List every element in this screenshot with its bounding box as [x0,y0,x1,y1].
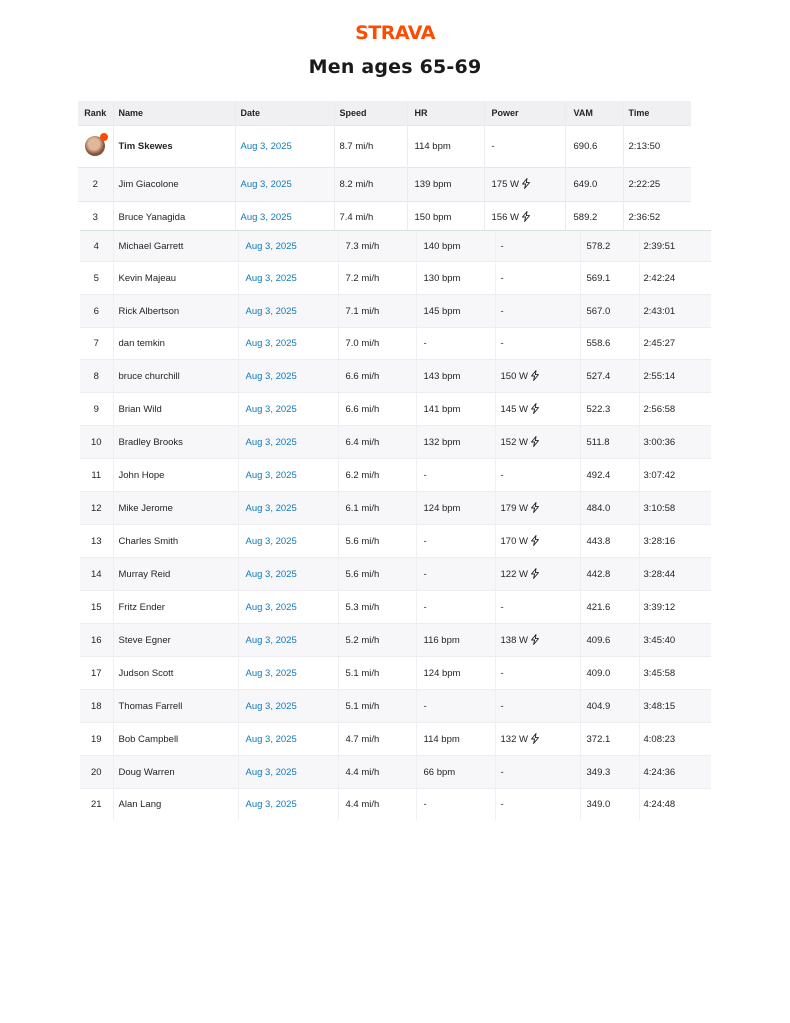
table-row [80,393,711,426]
vam-cell: 484.0 [580,492,639,525]
time-cell: 2:56:58 [639,393,711,426]
time-cell: 3:45:40 [639,624,711,657]
athlete-name[interactable]: Fritz Ender [113,591,238,624]
avatar[interactable] [85,136,105,156]
table-row [80,231,711,262]
power-value: - [500,338,504,349]
rank-cell [78,125,113,167]
power-cell [495,426,580,459]
athlete-name[interactable]: Thomas Farrell [113,690,238,723]
vam-cell: 409.6 [580,624,639,657]
speed-cell: 5.3 mi/h [338,591,416,624]
hr-cell: 114 bpm [407,125,484,167]
power-cell [495,657,580,690]
speed-cell: 7.0 mi/h [338,328,416,360]
activity-date-link[interactable]: Aug 3, 2025 [238,295,338,328]
speed-cell: 5.6 mi/h [338,558,416,591]
athlete-name[interactable]: Brian Wild [113,393,238,426]
athlete-name[interactable]: Bruce Yanagida [113,201,235,233]
lightning-bolt-icon [530,502,540,513]
power-value: 179 W [500,503,528,514]
power-value: 156 W [491,212,519,224]
date-header[interactable]: Date [235,101,334,125]
hr-cell: - [416,789,495,820]
vam-cell: 578.2 [580,231,639,262]
hr-cell: 124 bpm [416,492,495,525]
strava-logo [0,22,790,47]
athlete-name[interactable]: Steve Egner [113,624,238,657]
hr-cell: 145 bpm [416,295,495,328]
hr-header[interactable]: HR [407,101,484,125]
rank-cell: 21 [80,789,113,820]
power-value: - [500,601,504,613]
power-value: - [500,700,504,712]
rank-cell: 12 [80,492,113,525]
hr-cell: 140 bpm [416,231,495,262]
hr-cell: 116 bpm [416,624,495,657]
rank-cell: 5 [80,262,113,295]
table-row [80,723,711,756]
time-cell: 3:28:44 [639,558,711,591]
hr-cell: 124 bpm [416,657,495,690]
hr-cell: 132 bpm [416,426,495,459]
rank-cell: 9 [80,393,113,426]
time-cell: 2:22:25 [623,167,691,201]
table-row [80,492,711,525]
speed-cell: 6.6 mi/h [338,393,416,426]
athlete-name[interactable]: Tim Skewes [113,125,235,167]
vam-cell: 349.3 [580,756,639,789]
power-cell [495,756,580,789]
table-row [80,426,711,459]
power-cell [495,459,580,492]
time-cell: 2:55:14 [639,360,711,393]
power-value: 138 W [500,635,528,646]
athlete-name[interactable]: Michael Garrett [113,231,238,262]
table-row [78,167,691,201]
power-cell [495,723,580,756]
power-cell [495,262,580,295]
athlete-name[interactable]: bruce churchill [113,360,238,393]
speed-cell: 5.1 mi/h [338,657,416,690]
table-row [80,328,711,360]
hr-cell: 150 bpm [407,201,484,233]
lightning-bolt-icon [530,436,540,447]
power-cell [495,789,580,820]
speed-cell: 6.2 mi/h [338,459,416,492]
power-value: - [500,798,504,810]
power-cell [495,328,580,360]
rank-cell: 8 [80,360,113,393]
strava-logo-mark [348,22,442,42]
table-row [80,295,711,328]
activity-date-link[interactable]: Aug 3, 2025 [238,426,338,459]
athlete-name[interactable]: Bob Campbell [113,723,238,756]
vam-header[interactable]: VAM [565,101,623,125]
speed-cell: 4.4 mi/h [338,756,416,789]
time-cell: 4:08:23 [639,723,711,756]
rank-cell: 6 [80,295,113,328]
power-value: - [500,240,504,252]
power-cell [484,125,565,167]
lightning-bolt-icon [530,403,540,414]
time-header[interactable]: Time [623,101,691,125]
activity-date-link[interactable]: Aug 3, 2025 [238,558,338,591]
lightning-bolt-icon [521,178,531,189]
vam-cell: 527.4 [580,360,639,393]
vam-cell: 690.6 [565,125,623,167]
time-cell: 2:39:51 [639,231,711,262]
vam-cell: 349.0 [580,789,639,820]
speed-cell: 6.1 mi/h [338,492,416,525]
table-row [80,690,711,723]
table-row [80,262,711,295]
activity-date-link[interactable]: Aug 3, 2025 [238,492,338,525]
hr-cell: 66 bpm [416,756,495,789]
rank-header[interactable]: Rank [84,107,107,118]
rank-cell: 2 [78,167,113,201]
speed-cell: 7.2 mi/h [338,262,416,295]
athlete-name[interactable]: Kevin Majeau [113,262,238,295]
athlete-name[interactable]: Alan Lang [113,789,238,820]
time-cell: 3:28:16 [639,525,711,558]
activity-date-link[interactable]: Aug 3, 2025 [238,360,338,393]
speed-cell: 7.4 mi/h [334,201,407,233]
power-value: 150 W [500,371,528,382]
power-value: 175 W [491,179,519,190]
hr-cell: - [416,525,495,558]
activity-date-link[interactable]: Aug 3, 2025 [238,231,338,262]
athlete-name[interactable]: Charles Smith [113,525,238,558]
speed-cell: 4.4 mi/h [338,789,416,820]
rank-cell: 15 [80,591,113,624]
time-cell: 3:10:58 [639,492,711,525]
speed-cell: 7.1 mi/h [338,295,416,328]
activity-date-link[interactable]: Aug 3, 2025 [238,756,338,789]
power-cell [495,591,580,624]
hr-cell: 139 bpm [407,167,484,201]
activity-date-link[interactable]: Aug 3, 2025 [238,328,338,360]
power-value: - [500,469,504,481]
lightning-bolt-icon [530,370,540,381]
vam-cell: 569.1 [580,262,639,295]
power-value: 122 W [500,569,528,580]
table-row [80,558,711,591]
power-cell [495,393,580,426]
page-title: Men ages 65-69 [308,56,482,78]
power-cell [495,295,580,328]
leaderboard-table-bottom [80,230,711,820]
activity-date-link[interactable]: Aug 3, 2025 [238,525,338,558]
activity-date-link[interactable]: Aug 3, 2025 [238,262,338,295]
vam-cell: 522.3 [580,393,639,426]
athlete-name[interactable]: Rick Albertson [113,295,238,328]
power-value: - [500,305,504,317]
time-cell: 2:36:52 [623,201,691,233]
speed-cell: 4.7 mi/h [338,723,416,756]
vam-cell: 649.0 [565,167,623,201]
hr-cell: 130 bpm [416,262,495,295]
vam-cell: 421.6 [580,591,639,624]
lightning-bolt-icon [530,733,540,744]
badge-icon [100,133,108,141]
speed-cell: 8.2 mi/h [334,167,407,201]
athlete-name[interactable]: Bradley Brooks [113,426,238,459]
rank-cell: 10 [80,426,113,459]
time-cell: 4:24:48 [639,789,711,820]
vam-cell: 511.8 [580,426,639,459]
athlete-name[interactable]: Judson Scott [113,657,238,690]
power-cell [484,201,565,233]
power-value: 145 W [500,404,528,415]
speed-header[interactable]: Speed [334,101,407,125]
speed-cell: 6.6 mi/h [338,360,416,393]
vam-cell: 404.9 [580,690,639,723]
time-cell: 3:45:58 [639,657,711,690]
activity-date-link[interactable]: Aug 3, 2025 [238,459,338,492]
speed-cell: 6.4 mi/h [338,426,416,459]
vam-cell: 567.0 [580,295,639,328]
power-value: 170 W [500,536,528,547]
speed-cell: 5.1 mi/h [338,690,416,723]
rank-cell: 20 [80,756,113,789]
power-cell [495,690,580,723]
rank-cell: 3 [78,201,113,233]
speed-cell: 5.2 mi/h [338,624,416,657]
time-cell: 4:24:36 [639,756,711,789]
activity-date-link[interactable]: Aug 3, 2025 [238,723,338,756]
lightning-bolt-icon [530,634,540,645]
hr-cell: - [416,459,495,492]
hr-cell: - [416,690,495,723]
table-row [80,624,711,657]
table-row [80,591,711,624]
power-value: 152 W [500,437,528,448]
table-row [80,657,711,690]
name-header[interactable]: Name [113,101,235,125]
vam-cell: 372.1 [580,723,639,756]
rank-cell: 14 [80,558,113,591]
table-row [80,525,711,558]
table-header-row [78,101,691,125]
activity-date-link[interactable]: Aug 3, 2025 [238,690,338,723]
time-cell: 2:13:50 [623,125,691,167]
power-cell [484,167,565,201]
lightning-bolt-icon [521,211,531,222]
athlete-name[interactable]: Jim Giacolone [113,167,235,201]
rank-cell: 13 [80,525,113,558]
rank-cell: 18 [80,690,113,723]
hr-cell: - [416,591,495,624]
table-row [78,201,691,233]
vam-cell: 442.8 [580,558,639,591]
athlete-name[interactable]: Doug Warren [113,756,238,789]
time-cell: 3:00:36 [639,426,711,459]
power-header[interactable]: Power [484,101,565,125]
power-value: - [500,272,504,284]
athlete-name[interactable]: Mike Jerome [113,492,238,525]
lightning-bolt-icon [530,535,540,546]
rank-cell: 11 [80,459,113,492]
power-cell [495,525,580,558]
power-cell [495,492,580,525]
hr-cell: - [416,558,495,591]
vam-cell: 409.0 [580,657,639,690]
activity-date-link[interactable]: Aug 3, 2025 [238,393,338,426]
power-cell [495,360,580,393]
rank-cell: 4 [80,231,113,262]
table-row [80,789,711,820]
athlete-name[interactable]: Murray Reid [113,558,238,591]
table-row [78,125,691,167]
speed-cell: 8.7 mi/h [334,125,407,167]
activity-date-link[interactable]: Aug 3, 2025 [235,125,334,167]
activity-date-link[interactable]: Aug 3, 2025 [235,167,334,201]
activity-date-link[interactable]: Aug 3, 2025 [238,591,338,624]
power-cell [495,624,580,657]
table-row [80,459,711,492]
strava-wordmark: STRAVA [355,22,435,42]
activity-date-link[interactable]: Aug 3, 2025 [238,657,338,690]
power-cell [495,558,580,591]
table-row [80,360,711,393]
power-value: - [491,140,495,152]
time-cell: 3:48:15 [639,690,711,723]
hr-cell: 143 bpm [416,360,495,393]
hr-cell: - [416,328,495,360]
activity-date-link[interactable]: Aug 3, 2025 [238,789,338,820]
power-value: - [500,667,504,679]
athlete-name[interactable]: dan temkin [113,328,238,360]
rank-cell: 16 [80,624,113,657]
activity-date-link[interactable]: Aug 3, 2025 [235,201,334,233]
lightning-bolt-icon [530,568,540,579]
speed-cell: 5.6 mi/h [338,525,416,558]
hr-cell: 141 bpm [416,393,495,426]
time-cell: 2:43:01 [639,295,711,328]
vam-cell: 492.4 [580,459,639,492]
table-row [80,756,711,789]
leaderboard-table-top [78,101,691,233]
power-value: - [500,766,504,778]
hr-cell: 114 bpm [416,723,495,756]
time-cell: 3:07:42 [639,459,711,492]
rank-cell: 7 [80,328,113,360]
time-cell: 3:39:12 [639,591,711,624]
speed-cell: 7.3 mi/h [338,231,416,262]
rank-cell: 19 [80,723,113,756]
vam-cell: 589.2 [565,201,623,233]
athlete-name[interactable]: John Hope [113,459,238,492]
activity-date-link[interactable]: Aug 3, 2025 [238,624,338,657]
time-cell: 2:42:24 [639,262,711,295]
rank-cell: 17 [80,657,113,690]
vam-cell: 443.8 [580,525,639,558]
power-cell [495,231,580,262]
power-value: 132 W [500,734,528,745]
time-cell: 2:45:27 [639,328,711,360]
vam-cell: 558.6 [580,328,639,360]
